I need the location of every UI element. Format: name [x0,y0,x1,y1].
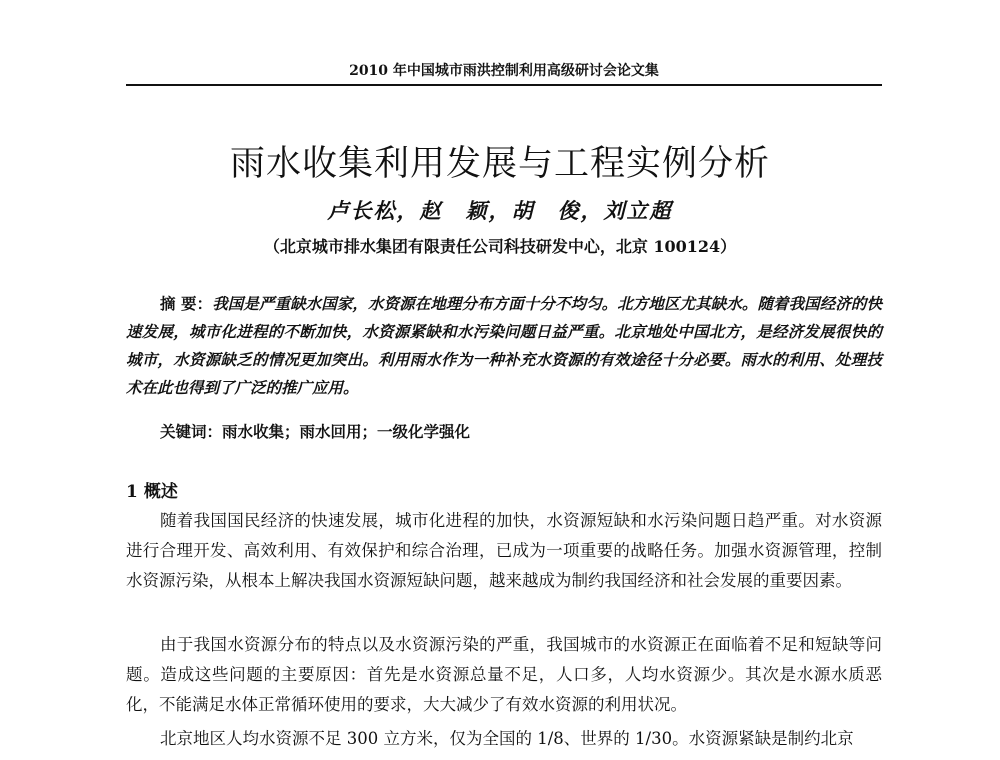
paper-title: 雨水收集利用发展与工程实例分析 [229,144,770,184]
abstract [126,290,882,402]
body-paragraph: 由于我国水资源分布的特点以及水资源污染的严重，我国城市的水资源正在面临着不足和短缺等问题。造成这些问题的主要原因：首先是水资源总量不足，人口多，人均水资源少。其次是水源水质恶化，不能满足水体正常循环使用的要求，大大减少了有效水资源的利用状况。 [126,635,882,714]
section-number: 1 [126,482,138,502]
abstract-text: 我国是严重缺水国家，水资源在地理分布方面十分不均匀。北方地区尤其缺水。随着我国经济的快速发展，城市化进程的不断加快，水资源紧缺和水污染问题日益严重。北京地处中国北方，是经济发展很快的城市，水资源缺乏的情况更加突出。利用雨水作为一种补充水资源的有效途径十分必要。雨水的利用、处理技术在此也得到了广泛的推广应用。 [126,294,882,397]
keywords-label: 关键词： [160,422,223,441]
header-rule [126,84,882,86]
affiliation: （北京城市排水集团有限责任公司科技研发中心，北京 100124） [263,237,737,256]
keywords [160,418,882,446]
keywords-text: 雨水收集；雨水回用；一级化学强化 [222,422,471,441]
section-heading [126,477,184,502]
authors: 卢长松，赵 颖，胡 俊，刘立超 [327,198,673,223]
body-paragraph: 北京地区人均水资源不足 300 立方米，仅为全国的 1/8、世界的 1/30。水资源紧缺是制约北京 [160,729,854,748]
section-title: 概述 [143,482,178,502]
running-header: 2010 年中国城市雨洪控制利用高级研讨会论文集 [349,63,659,79]
body-paragraph: 随着我国国民经济的快速发展，城市化进程的加快，水资源短缺和水污染问题日趋严重。对水资源进行合理开发、高效利用、有效保护和综合治理，已成为一项重要的战略任务。加强水资源管理，控制水资源污染，从根本上解决我国水资源短缺问题，越来越成为制约我国经济和社会发展的重要因素。 [126,511,882,590]
abstract-label: 摘 要： [160,294,213,313]
